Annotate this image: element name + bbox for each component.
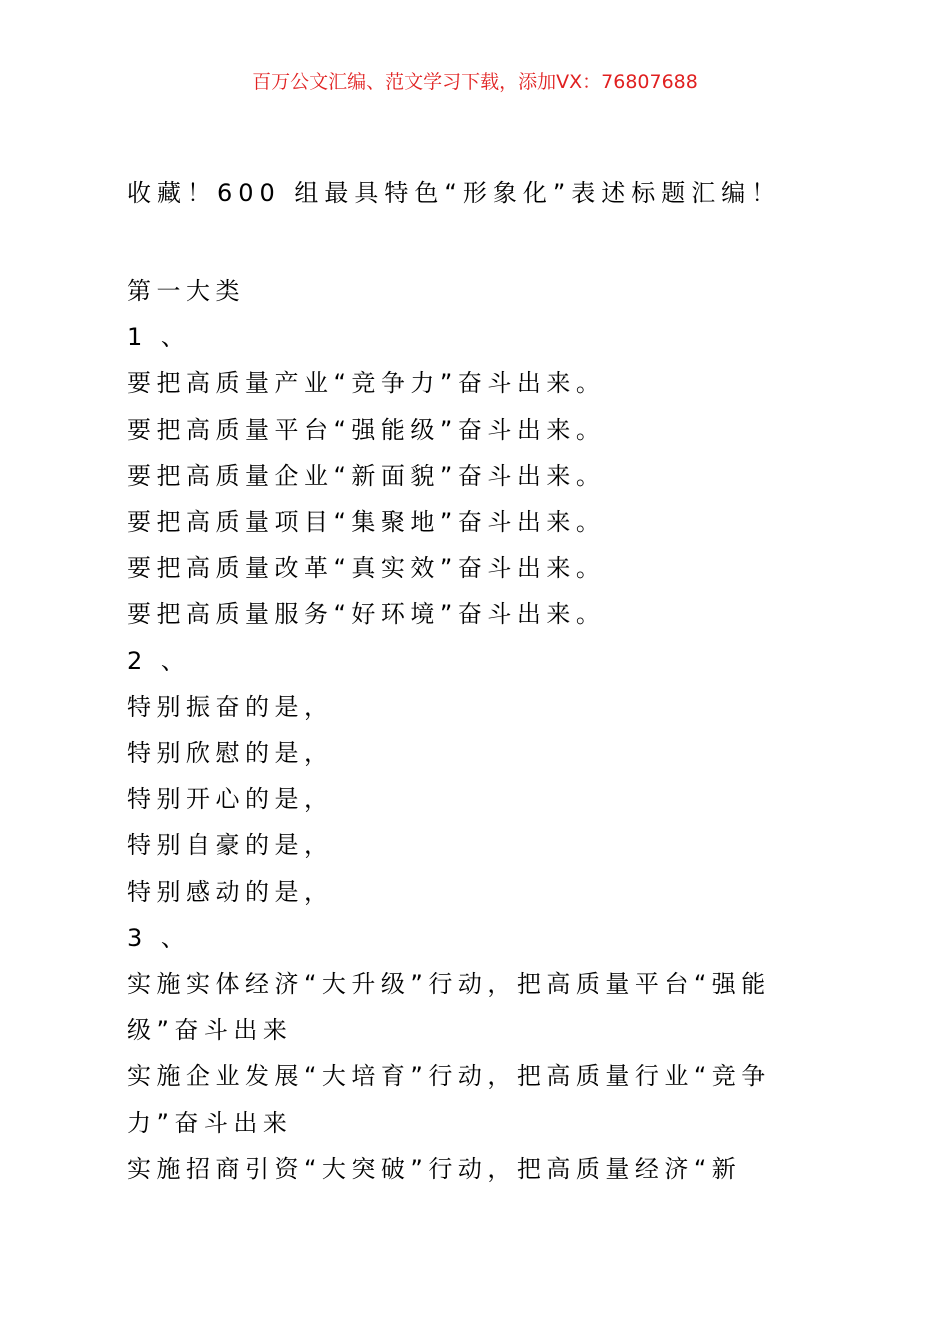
text-line: 要把高质量企业“新面貌”奋斗出来。 xyxy=(127,461,606,490)
text-line: 要把高质量项目“集聚地”奋斗出来。 xyxy=(127,508,606,537)
group-number: 3 、 xyxy=(127,923,191,952)
text-line: 实施实体经济“大升级”行动，把高质量平台“强能级”奋斗出来 xyxy=(127,970,771,1045)
text-line: 特别欣慰的是， xyxy=(127,739,334,768)
section-heading: 第一大类 xyxy=(127,277,245,305)
text-line: 要把高质量产业“竞争力”奋斗出来。 xyxy=(127,369,606,398)
text-line: 实施企业发展“大培育”行动，把高质量行业“竞争力”奋斗出来 xyxy=(127,1062,771,1137)
text-line: 实施招商引资“大突破”行动，把高质量经济“新 xyxy=(127,1154,742,1183)
watermark-header: 百万公文汇编、范文学习下载，添加VX：76807688 xyxy=(252,71,698,93)
text-line: 特别开心的是， xyxy=(127,785,334,814)
text-line: 特别感动的是， xyxy=(127,877,334,906)
group-number: 2 、 xyxy=(127,646,191,675)
text-line: 要把高质量平台“强能级”奋斗出来。 xyxy=(127,415,606,444)
document-body xyxy=(127,268,827,1192)
text-line: 要把高质量服务“好环境”奋斗出来。 xyxy=(127,600,606,629)
text-line: 要把高质量改革“真实效”奋斗出来。 xyxy=(127,554,606,583)
text-line: 特别振奋的是， xyxy=(127,692,334,721)
document-title: 收藏！600 组最具特色“形象化”表述标题汇编！ xyxy=(127,179,782,207)
text-line: 特别自豪的是， xyxy=(127,831,334,860)
group-number: 1 、 xyxy=(127,323,191,352)
